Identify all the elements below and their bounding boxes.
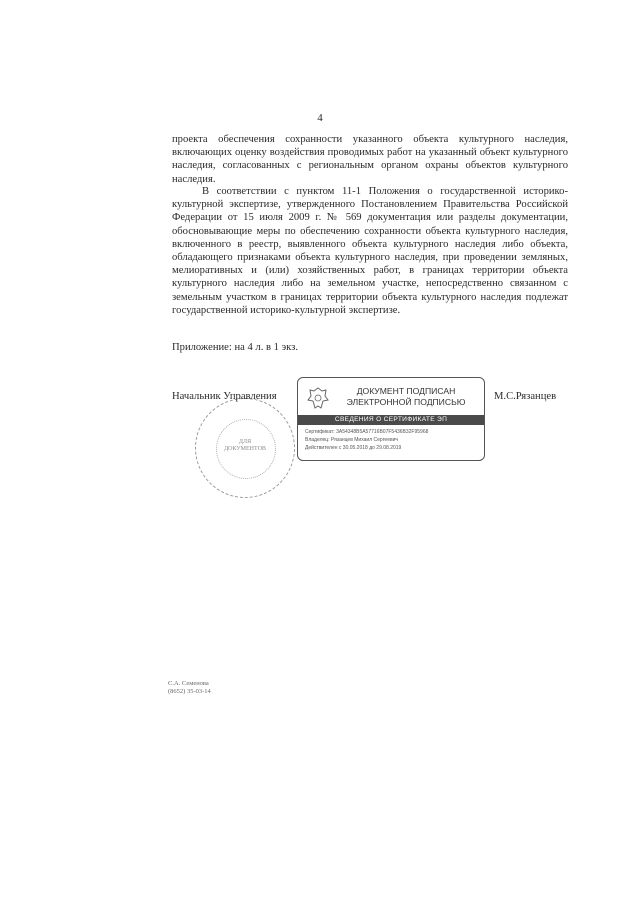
attachment-note: Приложение: на 4 л. в 1 экз. <box>172 342 298 353</box>
ecp-owner: Владелец: Рязанцев Михаил Сергеевич <box>305 437 399 443</box>
signatory-name: М.С.Рязанцев <box>494 391 557 402</box>
ecp-certificate-band: СВЕДЕНИЯ О СЕРТИФИКАТЕ ЭП <box>298 415 484 425</box>
organization-seal <box>195 398 295 498</box>
ecp-title-line-2: ЭЛЕКТРОННОЙ ПОДПИСЬЮ <box>346 397 466 407</box>
executor-name: С.А. Семенова <box>168 680 209 687</box>
body-paragraph-1: проекта обеспечения сохранности указанного объекта культурного наследия, включающих оценку воздействия проводимых работ на указанный объект культурного наследия, согласованных с региональным органом охраны объектов культурного наследия. <box>172 134 568 185</box>
executor-phone: (8652) 35-03-14 <box>168 688 211 695</box>
ecp-certificate-number: Сертификат: 3A54348B5A57716B07F5436B32F95968 <box>305 429 429 435</box>
page-number: 4 <box>317 112 323 124</box>
body-paragraph-2: В соответствии с пунктом 11-1 Положения о государственной историко-культурной экспертизе, утвержденного Постановлением Правительства Российской Федерации от 15 июля 2009 г. № 569 документация или разделы документации, обосновывающие меры по обеспечению сохранности объекта культурного наследия, включенного в реестр, выявленного объекта культурного наследия либо объекта, обладающего признаками объекта культурного наследия, при проведении земляных, мелиоративных и (или) хозяйственных работ, в границах территории объекта культурного наследия либо на земельном участке, непосредственно связанном с земельным участком в границах территории объекта культурного наследия подлежат государственной историко-культурной экспертизе. <box>172 186 568 316</box>
executor-block <box>168 680 211 696</box>
ecp-title-line-1: ДОКУМЕНТ ПОДПИСАН <box>356 386 456 396</box>
signatory-title: Начальник Управления <box>172 391 277 402</box>
electronic-signature-stamp <box>297 377 485 461</box>
ecp-validity: Действителен с 30.05.2018 до 29.08.2019 <box>305 445 402 451</box>
ecp-title <box>336 386 476 408</box>
coat-of-arms-icon <box>306 386 330 412</box>
seal-text: ДЛЯ ДОКУМЕНТОВ <box>224 439 266 452</box>
